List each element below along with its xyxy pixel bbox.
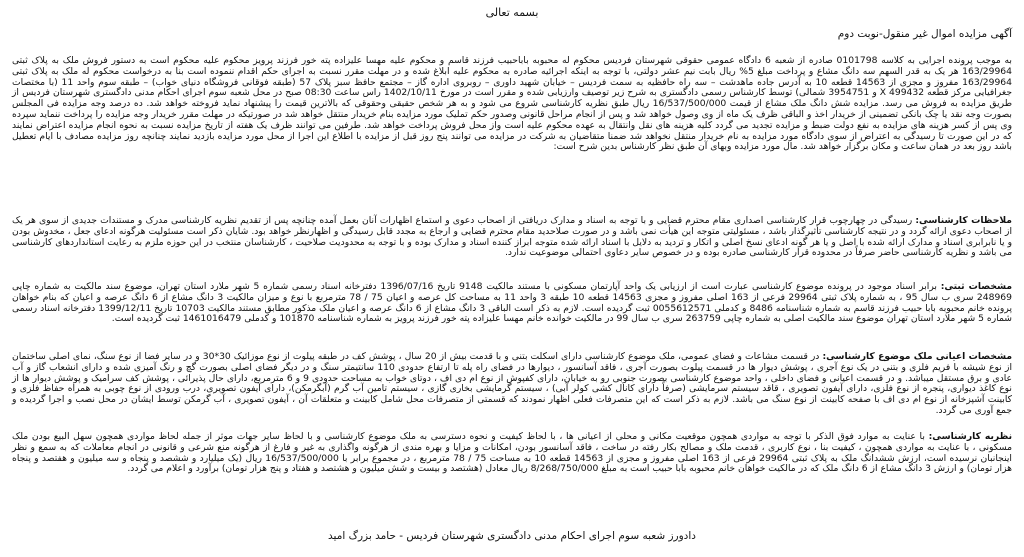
intro-text: به موجب پرونده اجرایی به کلاسه 0101798 صادره از شعبه 6 دادگاه عمومی حقوقی شهرستان فردیس محکوم له محبوبه باباحبیب فرزند قاسم و محکوم علیه مهسا علیزاده پته خور فرزند پرویز محکوم علیه محکوم است به دستور فروش ملک به پلاک ثبتی 163/29964 هر یک به قدر السهم سه دانگ مشاع و پرداخت مبلغ 5% ریال بابت نیم عشر دولتی، با توجه به اینکه اجرائیه صادره به محکوم علیه ابلاغ شده و در مهلت مقرر نسبت به اجرای حکم اقدام ننموده است بنا به درخواست محکوم له ملک به پلاک ثبتی 163/29964 مفروز و مجزی از 14563 قطعه 10 به آدرس جاده ماهدشت – سه راه حافظیه به سمت فردیس – خیابان شهید داوری – روبروی اداره گاز – مجتمع حافظ سبز پلاک 57 (طبقه فوقانی فروشگاه دنیای خواب) – طبقه سوم واحد 11 (با مختصات جغرافیایی مرکز قطعه 499432 X و 3954751 شمالی) توسط کارشناس رسمی دادگستری به شرح زیر توصیف وارزیابی شده و مقرر است در مورخ 1402/10/11 راس ساعت 08:30 صبح در محل شعبه سوم اجرای احکام مدنی دادگستری شهرستان فردیس از طریق مزایده به فروش می رسد. مزایده شش دانگ ملک مشاع از قیمت 16/537/500/000 ریال طبق نظریه کارشناسی شروع می شود و به هر شخص حقیقی وحقوقی که بالاترین قیمت را پیشنهاد نماید فروخته خواهد شد. ده درصد وجه مزایده فی المجلس بصورت وجه نقد یا چک بانکی تضمینی از خریدار اخذ و الباقی ظرف یک ماه از وی وصول خواهد شد و پس از انجام مراحل قانونی وصدور حکم تملیک مورد مزایده بنام خریدار منتقل خواهد شد در صورتیکه در مهلت مقرر خریدار وجه مزایده را پرداخت ننماید سپرده وی پس از کسر هزینه های مزایده به نفع دولت ضبط و مزایده تجدید می گردد کلیه هزینه های نقل وانتقال به عهده محکوم علیه است واز محل فروش پرداخت خواهد شد. طرفین می توانند ظرف یک هفته از تاریخ مزایده نسبت به نحوه انجام مزایده اعتراض نمایند که در این صورت تا رسیدگی به اعتراض از سوی دادگاه مورد مزایده به نام خریدار منتقل نخواهد شد ضمنا متقاضیان به شرکت در مزایده می توانند پنج روز قبل از مزایده با اطلاع این اجرا از محل مورد مزایده بازدید نمایند چنانچه روز مزایده مصادف با ایام تعطیل باشد روز بعد در همان ساعت و مکان برگزار خواهد شد. مال مورد مزایده وبهای آن طبق نظر کارشناس بدین شرح است:	[12, 55, 1013, 153]
expert-opinion-heading: نظریه کارشناسی:	[928, 431, 1013, 442]
observations-heading: ملاحظات کارشناسی:	[915, 215, 1012, 226]
expert-opinion-section	[12, 432, 1012, 475]
building-specs-heading: مشخصات اعیانی ملک موضوع کارشناسی:	[822, 351, 1013, 362]
observations-section	[12, 216, 1012, 259]
building-specs-text: در قسمت مشاعات و فضای عمومی، ملک موضوع کارشناسی دارای اسکلت بتنی و با قدمت بیش از 20 سال ، پوشش کف در طبقه پیلوت از نوع موزائیک 30*30 و در سایر فضا از نوع سنگ، نمای اصلی ساختمان از نوع شیشه با فریم فلزی و بتنی در یک نوع آجری ، پوشش دیوار ها در قسمت پیلوت بصورت آجری ، فاقد آسانسور ، دیوارها در فضای راه پله تا ارتفاع حدودی 110 سانتیمتر سنگ و در دیگر فضای اصلی بصورت گچ و رنگ آمیزی شده و دارای انشعاب گاز و آب عادی و برق مستقل میباشد. و در قسمت اعیانی و فضای داخلی ، واحد موضوع کارشناسی بصورت جنوبی رو به خیابان، دارای کفپوش از نوع ام دی اف ، دوتای خواب به مساحت حدودی 9 و 6 مترمربع، دارای حال پذیرائی ، پوشش کف سرامیک و پوشش دیوار ها از نوع کاغذ دیواری، پنجره از نوع فلزی، دارای آیفون تصویری ، قاقد سیستم سرمایشی (صرفاً دارای کانال کشی کولر آبی) ، سیستم گرمایشی بخاری گازی ، سیستم تامین آب گرم (آبگرمکن)، دارای آیفون تصویری، درب ورودی از نوع چوبی به همراه حفاظ فلزی و کابینت آشپزخانه از نوع ام دی اف با صفحه کابینت از نوع سنگ می باشد. لازم به ذکر است که این متصرفات فعلی اظهار نمودند که قسمتی از متصرفات محل شامل کابینت و متعلقات آن ، آیفون تصویری ، آب گرمکن توسط ایشان در محل نصب و اجرا گردیده و جمع آوری می گردد.	[12, 351, 1013, 416]
notice-subtitle: آگهی مزایده اموال غیر منقول-نوبت دوم	[837, 28, 1012, 40]
signature-footer: دادورز شعبه سوم اجرای احکام مدنی دادگستری شهرستان فردیس - حامد بزرگ امید	[328, 530, 696, 542]
property-specs-heading: مشخصات ثبتی:	[940, 281, 1013, 292]
expert-opinion-text: با عنایت به موارد فوق الذکر با توجه به مواردی همچون موقعیت مکانی و محلی از اعیانی ها ، با لحاظ کیفیت و نحوه دسترسی به ملک موضوع کارشناسی و با لحاظ سایر جهات موثر از جمله لحاظ مواردی همچون سهل البیع بودن ملک مسکونی ، با عنایت به مواردی همچون ، کیفیت بنا ، نوع کاربری ، قدمت ملک و مصالح بکار رفته در ساخت ، فاقد آسانسور بودن، امکانات و مزایا و بهره مندی از هرگونه واگذاری به غیر و فارغ از هرگونه منع شرعی و قانونی در انجام معاملات که به سمع و نظر اینجانبان نرسیده است، ارزش ششدانگ ملک به پلاک ثبتی 29964 فرعی از 163 اصلی مفروز و مجزی از 14563 قطعه 10 به مساحت 75 / 78 مترمربع ، در مجموع برابر با 16/537/500/000 ریال (یک میلیارد و ششصد و پنجاه و سه میلیون و هفتصد و پنجاه هزار تومان) و ارزش 3 دانگ مشاع از 6 دانگ ملک که در مالکیت خواهان خانم محبوبه بابا حبیب است به مبلغ 8/268/750/000 ریال معادل (هشتصد و بیست و شش میلیون و هشتصد و هفتاد و پنج هزار تومان) برآورد و اعلام می گردد.	[12, 431, 1012, 475]
building-specs-section	[12, 352, 1012, 417]
observations-text: رسیدگی در چهارچوب قرار کارشناسی اصداری مقام محترم قضایی و با توجه به اسناد و مدارک دریافتی از اصحاب دعوی و استماع اظهارات آنان بعمل آمده چنانچه پس از تقدیم نظریه کارشناسی مدرک و مستندات جدیدی از سوی هر یک از اصحاب دعوی ارائه گردد و در نتیجه کارشناسی تأثیرگذار باشد ، مسئولیتی متوجه این هیأت نمی باشد و در صورت صلاحدید مقام محترم قضایی و ارجاع به مجدد قابل رسیدگی و اظهارنظر خواهد بود. شایان ذکر است مسئولیت هرگونه ادعای جعل ، مخدوش بودن و یا نابرابری اسناد و مدارک ارائه شده با اصل و یا هر گونه ادعای نسخ اصلی و اتکار و تردید به دلایل با اسناد ارائه شده متوجه ابراز کننده اسناد و مدارک بوده و با توجه به محدودیت صلاحیت ، کارشناسان منتخب در این حوزه ملزم به رعایت استانداردهای کارشناسی می باشد و نظریه کارشناسی حاضر صرفاً در محدوده قرار کارشناسی صادره بوده و در خصوص سایر دعاوی احتمالی موضوعیت ندارد.	[12, 215, 1012, 259]
page-title: بسمه تعالی	[485, 6, 539, 19]
auction-notice-page	[8, 0, 1016, 557]
intro-paragraph	[12, 56, 1012, 153]
property-specs-section	[12, 282, 1012, 325]
property-specs-text: برابر اسناد موجود در پرونده موضوع کارشناسی عبارت است از ارزیابی یک واحد آپارتمان مسکونی با مستند مالکیت 9148 تاریخ 1396/07/16 دفترخانه اسناد رسمی شماره 5 شهر ملارد استان تهران، موضوع سند مالکیت به شماره چاپی 248969 سری ب سال 95 ، به شماره پلاک ثبتی 29964 فرعی از 163 اصلی مفروز و مجزی 14563 قطعه 10 طبقه 3 واحد 11 به مساحت کل عرصه و اعیان 75 / 78 مترمربع با نوع و میزان مالکیت 3 دانگ مشاع از 6 دانگ عرصه و اعیان که بنام خواهان پرونده خانم محبوبه بابا حبیب فرزند قاسم به شماره شناسنامه 8486 و کدملی 0055612571 ثبت گردیده است. لازم به ذکر است الباقی 3 دانگ مشاع از 6 دانگ عرصه و اعیان ملک مذکور مطابق مستند مالکیت 10703 تاریخ 1399/12/11 دفترخانه اسناد رسمی شماره 5 شهر ملارد استان تهران موضوع سند مالکیت اصلی به شماره چاپی 263759 سری ب سال 99 در مالکیت خوانده خانم مهسا علیزاده پته خور فرزند پرویز به شماره شناسنامه 101870 و کدملی 1461016479 ثبت گردیده است.	[12, 281, 1012, 325]
